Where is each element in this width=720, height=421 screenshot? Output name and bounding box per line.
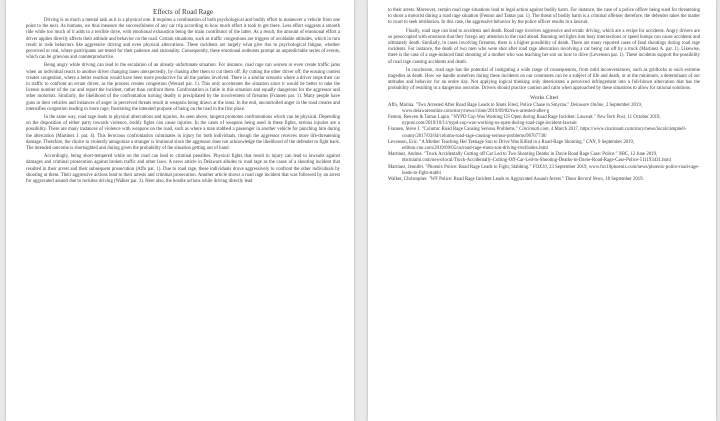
document-page-left: [6, 0, 354, 421]
reference-entry: Fransen, Steve J. "Column: Road Rage Causing Serious Problems." Cincinnati.com, 4 March 2017, https://www.cincinnati.com/story/news/local/campbell-county/2017/03/04/column-road-rage-causing-serious-problems/98767738/: [388, 127, 687, 139]
body-paragraph: to their arrest. Moreover, certain road rage situations lead to legal action against bodily harm. For instance, the case of a police officer being sued for threatening to shoot a motorist during a road rage situation (Fenton and Tamar par. 1). The threat of bodily harm is a criminal offense; therefore, the defender takes the matter to court to seek retribution. In this case, the aggressive behavior by the police officer results in a lawsuit.: [388, 8, 700, 26]
reference-entry: Levenson, Eric. "A Mother Teaching Her Teenage Son to Drive Was Killed in a Road-Rage Shooting." CNN, 9 September 2019, edition.cnn.com/2019/09/05/us/road-rage-mom-son-driving-trnd/index.html: [388, 139, 635, 152]
body-paragraph: Accordingly, being short-tempered while on the road can lead to criminal penalties. Physical fights that result in injury can lead to lawsuits against damages and criminal prosecution against broken traffic and other laws. A news article in Delaware alludes to road rage as the cause of a shooting incident that resulted in their arrest and their subsequent prosecution (Affo par. 1). Due to road rage, these individuals drove aggressively to confront the other individuals by shooting at them. Their aggressive actions lead to their arrests and criminal prosecution. Another article shows a road rage incident that was followed by an arrest for aggravated assault due to reckless driving (Walker par. 3). Here also, the hostile actions while driving directly lead: [26, 154, 340, 185]
essay-title: Effects of Road Rage: [153, 8, 213, 16]
works-cited-list: [388, 103, 700, 184]
reference-entry: Affo, Marina. "Two Arrested After Road Rage Leads to Shots Fired, Police Chase in Smyrna." Delaware Online, 2 September 2019, www.delawareonline.com/story/news/crime/2019/09/02/two-arrested-after-g: [388, 102, 642, 114]
reference-entry: Fenton, Reuven & Tamar Lapin. "NYPD Cop Was Working US Open during Road Rage Incident: Lawsuit." New York Post, 11 October 2019, nypost.com/2019/10/11/nypd-cop-was-working-us-open-during-road-rage-incident-lawsuit: [388, 115, 661, 127]
body-paragraph: Being angry while driving can lead to the escalation of an already unfortunate situation. For instance, road rage can worsen or even create traffic jams when an individual reacts to another driver changing lanes unexpectedly, by chasing after them to cut them off. By cutting the other driver off, the ensuing contest creates congestion, where a better reaction would have been more productive for all the parties involved. There is a similar scenario where a driver stops their car in traffic to confront an errant driver, as the process creates congestion (Wenzel par. 1). This only accelerates the situation since it would be better to take the license number of the car and report the incident, rather than confront them. Confrontation is futile in this situation and equally dangerous for the aggressor and other motorists. Similarly, the likelihood of the confrontation turning deadly is precipitated by the involvement of firearms (Fransen par. 1). Many people have guns in their vehicles and instances of anger in perceived threats result in weapons being drawn at the least. In the end, uncontrolled anger in the road creates and intensifies congestion leading to more rage, frustrating the intended purpose of being on the road in the first place.: [26, 63, 340, 112]
reference-entry: Martinez, Andrea. "Truck Accidentally Cutting off Car Led to Two Shooting Deaths in Davie Road Rage Case: Police." NBC, 12 June 2019, nbcmiami.com/news/local/Truck-Accidentally-Cutting-Off-Car-Led-to-Shooting-Deaths-in-Davie-Road-Rage-Case-Police-511193431.html: [388, 152, 671, 164]
body-paragraph: Finally, road rage can lead to accidents and death. Road rage involves aggressive and erratic driving, which are a recipe for accidents. Angry drivers are so preoccupied with emotions that they forego any attention to the road ahead. Running red lights into busy intersections or speed bumps can cause accidents and ultimately death. Similarly, in cases involving firearms, there is a higher possibility of death. There are many reported cases of fatal shootings during road rage incidents. For instance, the death of two men who were shot after road rage altercation involving a car being cut off by a truck (Martinez A. par. 1). Likewise, there is the case of a rage-induced fatal shooting of a mother who was teaching her son on how to drive (Levenson par. 1). These incidents support the possibility of road rage causing accidents and death.: [388, 28, 700, 65]
body-paragraph: In the same way, road rage leads to physical altercations and injuries. As seen above, tangent promotes confrontations which can be physical. Depending on the disposition of either party towards violence, bodily fights can cause injuries. In the cases of weapons being used in these fights, serious injuries are a possibility. There are many instances of violence with weapons on the road, such as where a man stabbed a passenger in another vehicle for punching him during the altercation (Martinez J. par. 4). This ferocious confrontation culminates in injury for both individuals, though the aggressor receives more life-threatening damage. Therefore, the choice to violently antagonize a stranger is irrational since the aggressor does not acknowledge the likelihood of the defender to fight back. The intended outcome is shortsighted and during given the probability of the situation getting out of hand.: [26, 115, 340, 152]
body-paragraph: In conclusion, road rage has the potential of instigating a wide range of consequences, from mild inconveniences, such as gridlocks to such extreme tragedies as death. How we handle ourselves during these incidents on our commutes can be a subject of life and death, or at the minimum, a determinant of our attitudes and behavior for an entire day. Not applying logical thinking only deteriorates a perceived infringement into a full-blown altercation that has the probability of resulting in a dangerous outcome. Drivers should practice caution and calm when approached by these situations to allow for rational solutions.: [388, 67, 700, 92]
reference-entry: Walker, Christopher. "WF Police: Road Rage Incident Leads to Aggravated Assault Arrest." Times Record News, 18 September 2019.: [388, 177, 644, 183]
body-paragraph: Driving is as much a mental task as it is a physical one. It requires a combination of both psychological and bodily effort to maneuver a vehicle from one point to the next. As humans, we thus measure the successfulness of any car trip according to how much effort it took to get there. Less effort suggests a smooth ride while too much of it adds to a terrible drive, with emotional exhaustion being the main contributor of the latter. As a result, the amount of emotional effort a driver applies directly affects their attitude and behavior on the road. Certain situations, such as traffic congestions are triggers of avoidable attitudes, which in turn result in rude behaviors like aggressive driving and even physical altercations. These incidents are largely what give rise to psychological fatigue, whether perceived or real, where participants are tested for their patience and rationality. Consequently, these emotional outbursts prompt an unpredictable series of events, which can be grievous and counterproductive.: [26, 18, 340, 61]
document-page-right: [368, 0, 716, 421]
reference-entry: Martinez, Jennifer. "Phoenix Police: Road Rage Leads to Fight, Stabbing." FOX10, 23 September 2019, www.fox10phoenix.com/news/phoenix-police-road-rage-leads-to-fight-stabbi: [388, 164, 700, 176]
works-cited-heading: Works Cited: [530, 94, 558, 101]
